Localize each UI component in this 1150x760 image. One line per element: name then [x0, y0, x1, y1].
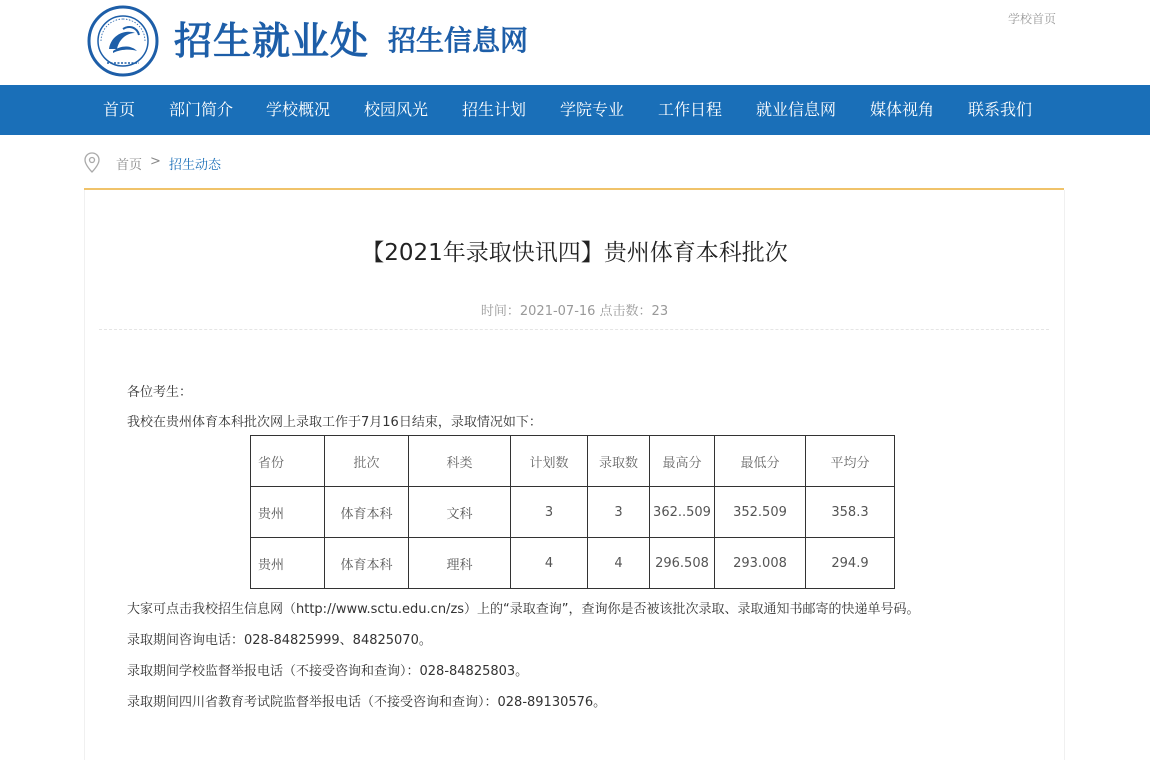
table-cell: 362..509 — [650, 487, 715, 538]
table-header: 省份 — [251, 436, 325, 487]
breadcrumb — [84, 148, 1064, 190]
table-cell: 293.008 — [715, 538, 806, 589]
school-home-link[interactable]: 学校首页 — [1008, 12, 1057, 26]
table-header: 最低分 — [715, 436, 806, 487]
table-cell: 体育本科 — [325, 487, 409, 538]
table-cell: 理科 — [409, 538, 511, 589]
university-logo-icon[interactable] — [87, 5, 159, 77]
site-header — [0, 0, 1150, 85]
nav-item-school-overview[interactable]: 学校概况 — [266, 100, 331, 119]
article-title: 【2021年录取快讯四】贵州体育本科批次 — [361, 240, 788, 266]
table-header: 录取数 — [588, 436, 650, 487]
table-cell: 贵州 — [251, 487, 325, 538]
nav-item-media[interactable]: 媒体视角 — [870, 100, 935, 119]
table-cell: 352.509 — [715, 487, 806, 538]
nav-item-department[interactable]: 部门简介 — [169, 100, 234, 119]
nav-item-campus-scenery[interactable]: 校园风光 — [364, 100, 429, 119]
table-header: 计划数 — [511, 436, 588, 487]
query-paragraph: 大家可点击我校招生信息网（http://www.sctu.edu.cn/zs）上的“录取查询”，查询你是否被该批次录取、录取通知书邮寄的快递单号码。 — [127, 602, 920, 617]
school-report-phone-paragraph: 录取期间学校监督举报电话（不接受咨询和查询）：028-84825803。 — [127, 664, 529, 679]
table-cell: 3 — [588, 487, 650, 538]
table-header-row — [251, 436, 895, 487]
nav-item-admission-plan[interactable]: 招生计划 — [462, 100, 527, 119]
nav-item-employment[interactable]: 就业信息网 — [756, 100, 837, 119]
table-header: 最高分 — [650, 436, 715, 487]
breadcrumb-separator: > — [150, 154, 161, 169]
table-cell: 贵州 — [251, 538, 325, 589]
main-nav — [0, 85, 1150, 135]
site-title: 招生就业处 — [174, 19, 370, 63]
nav-item-home[interactable]: 首页 — [103, 100, 136, 119]
province-report-phone-paragraph: 录取期间四川省教育考试院监督举报电话（不接受咨询和查询）：028-89130576。 — [127, 695, 607, 710]
breadcrumb-current[interactable]: 招生动态 — [169, 158, 222, 173]
table-cell: 4 — [511, 538, 588, 589]
table-cell: 体育本科 — [325, 538, 409, 589]
site-subtitle: 招生信息网 — [388, 24, 529, 57]
table-header: 批次 — [325, 436, 409, 487]
article-meta: 时间：2021-07-16 点击数：23 — [480, 304, 669, 319]
divider — [99, 329, 1049, 330]
article-panel — [84, 190, 1065, 760]
intro-paragraph: 我校在贵州体育本科批次网上录取工作于7月16日结束，录取情况如下： — [127, 415, 542, 430]
table-cell: 3 — [511, 487, 588, 538]
location-pin-icon — [84, 152, 100, 174]
table-row — [251, 538, 895, 589]
nav-item-schedule[interactable]: 工作日程 — [658, 100, 723, 119]
table-cell: 296.508 — [650, 538, 715, 589]
table-header: 科类 — [409, 436, 511, 487]
table-cell: 358.3 — [806, 487, 895, 538]
table-row — [251, 487, 895, 538]
nav-item-contact[interactable]: 联系我们 — [968, 100, 1033, 119]
table-cell: 4 — [588, 538, 650, 589]
greeting: 各位考生： — [127, 385, 193, 400]
nav-item-majors[interactable]: 学院专业 — [560, 100, 625, 119]
admission-table — [250, 435, 895, 589]
table-cell: 文科 — [409, 487, 511, 538]
consult-phone-paragraph: 录取期间咨询电话：028-84825999、84825070。 — [127, 633, 432, 648]
breadcrumb-home[interactable]: 首页 — [116, 158, 143, 173]
table-cell: 294.9 — [806, 538, 895, 589]
table-header: 平均分 — [806, 436, 895, 487]
